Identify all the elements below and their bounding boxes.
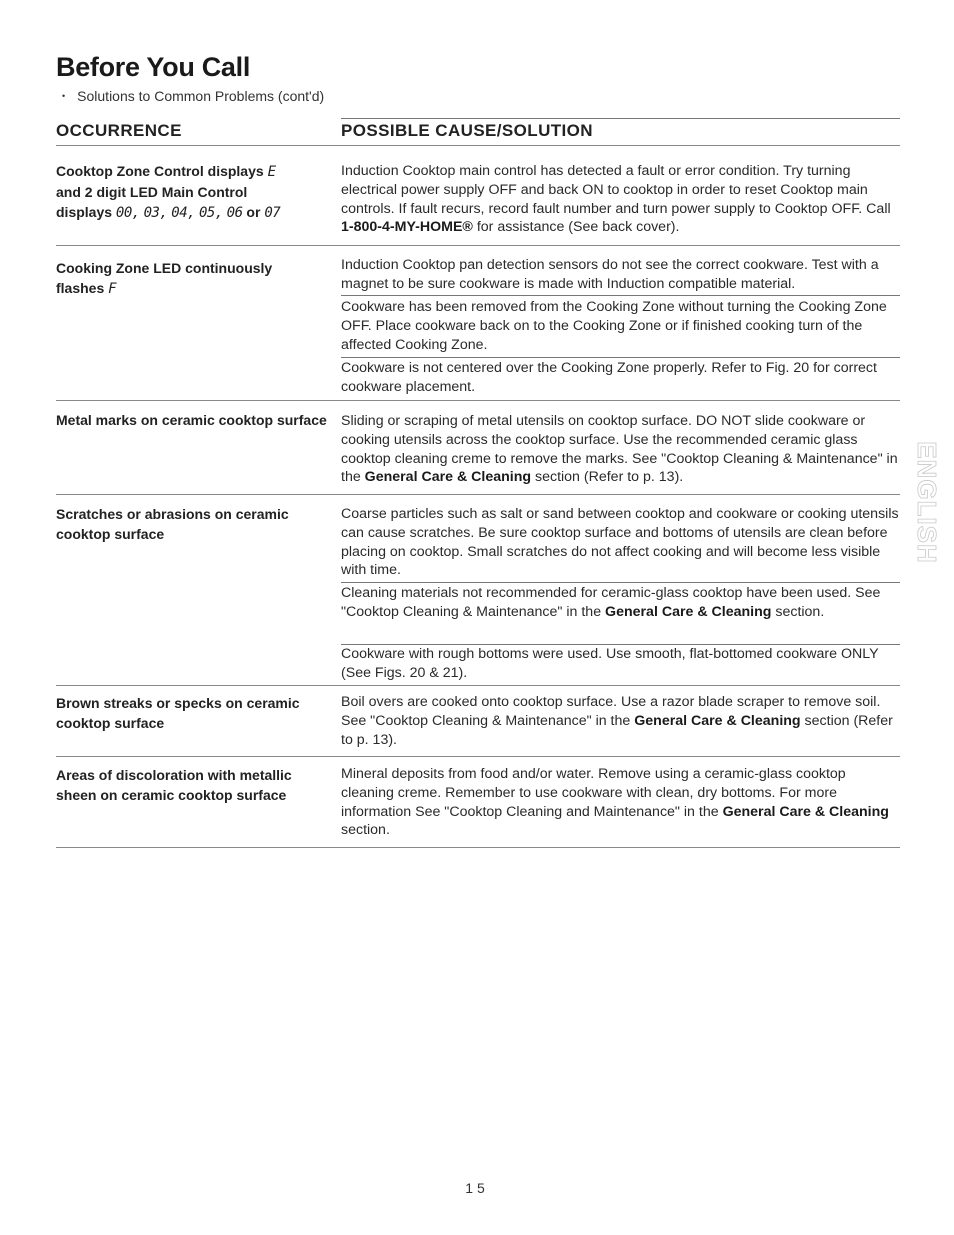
occurrence-cell: Brown streaks or specks on ceramic cooktop surface: [56, 695, 300, 731]
solution-cell: Cleaning materials not recommended for ceramic-glass cooktop have been used. See "Cooktop Cleaning & Maintenance" in the General Care & Cleaning section.: [341, 585, 881, 620]
occurrence-cell: [56, 161, 331, 223]
segment-code: 06: [226, 205, 243, 221]
solution-cell: Cookware is not centered over the Cooking Zone properly. Refer to Fig. 20 for correct cookware placement.: [341, 360, 877, 395]
page-subtitle: [62, 88, 324, 104]
solution-cell: Sliding or scraping of metal utensils on cooktop surface. DO NOT slide cookware or cooking utensils across the cooktop surface. Use the recommended ceramic glass cooktop cleaning creme to remove the marks. See "Cooktop Cleaning & Maintenance" in the General Care & Cleaning section (Refer to p. 13).: [341, 413, 898, 486]
bullet-icon: •: [62, 91, 66, 101]
page-title: Before You Call: [56, 52, 251, 82]
solution-cell: Induction Cooktop pan detection sensors do not see the correct cookware. Test with a magnet to be sure cookware is made with Induction compatible material.: [341, 257, 879, 292]
segment-code: 05,: [198, 205, 223, 221]
occurrence-cell: Areas of discoloration with metallic sheen on ceramic cooktop surface: [56, 767, 292, 803]
segment-code: F: [108, 281, 117, 297]
occurrence-cell: Scratches or abrasions on ceramic cooktop surface: [56, 506, 289, 542]
row-divider: [56, 245, 900, 246]
sub-divider: [341, 357, 900, 358]
solution-cell: Cookware has been removed from the Cooking Zone without turning the Cooking Zone OFF. Place cookware back on to the Cooking Zone or if finished cooking turn of the affected Cooking Zone.: [341, 299, 887, 353]
solution-cell: Induction Cooktop main control has detected a fault or error condition. Try turning electrical power supply OFF and back ON to cooktop in order to reset Cooktop main controls. If fault recurs, record fault number and turn power supply to Cooktop OFF. Call 1-800-4-MY-HOME® for assistance (See back cover).: [341, 163, 891, 236]
occurrence-text: and 2 digit LED Main Control: [56, 184, 248, 200]
section-reference: General Care & Cleaning: [722, 803, 889, 820]
page-number: 15: [465, 1180, 489, 1196]
occurrence-text: flashes: [56, 280, 105, 296]
solution-cell: Cookware with rough bottoms were used. Use smooth, flat-bottomed cookware ONLY (See Figs. 20 & 21).: [341, 646, 879, 681]
section-reference: General Care & Cleaning: [605, 603, 772, 620]
occurrence-cell: Metal marks on ceramic cooktop surface: [56, 412, 327, 428]
solution-cell: Coarse particles such as salt or sand between cooktop and cookware or cooking utensils can cause scratches. Be sure cooktop surface and bottoms of utensils are clean before placing on cooktop. Small scratches do not affect cooking and will become less visible with time.: [341, 506, 899, 579]
header-rule: [341, 118, 900, 119]
occurrence-text: Cooktop Zone Control displays: [56, 163, 264, 179]
segment-code: 07: [264, 205, 281, 221]
language-side-tab: [903, 440, 949, 564]
occurrence-text: Cooking Zone LED continuously: [56, 260, 273, 276]
column-header-occurrence: OCCURRENCE: [56, 121, 182, 140]
section-reference: General Care & Cleaning: [364, 469, 532, 486]
segment-code: 00,: [115, 205, 140, 221]
language-label: ENGLISH: [911, 440, 942, 564]
segment-code: 04,: [171, 205, 196, 221]
segment-code: E: [267, 164, 276, 180]
row-divider: [56, 400, 900, 401]
column-header-solution: POSSIBLE CAUSE/SOLUTION: [341, 121, 593, 140]
row-divider: [56, 494, 900, 495]
section-reference: General Care & Cleaning: [634, 712, 801, 729]
occurrence-text: displays: [56, 204, 113, 220]
solution-cell: Boil overs are cooked onto cooktop surface. Use a razor blade scraper to remove soil. See "Cooktop Cleaning & Maintenance" in the General Care & Cleaning section (Refer to p. 13).: [341, 694, 893, 748]
row-divider: [56, 756, 900, 757]
subtitle-text: Solutions to Common Problems (cont'd): [77, 88, 325, 104]
occurrence-cell: [56, 258, 331, 299]
header-divider: [56, 145, 900, 146]
sub-divider: [341, 295, 900, 296]
occurrence-text: or: [246, 204, 261, 220]
row-divider: [56, 847, 900, 848]
solution-cell: Mineral deposits from food and/or water. Remove using a ceramic-glass cooktop cleaning creme. Remember to use cookware with clean, dry bottoms. For more information See "Cooktop Cleaning and Maintenance" in the General Care & Cleaning section.: [341, 766, 889, 839]
phone-number: 1-800-4-MY-HOME®: [341, 219, 473, 236]
segment-code: 03,: [143, 205, 168, 221]
sub-divider: [341, 582, 900, 583]
row-divider: [56, 685, 900, 686]
